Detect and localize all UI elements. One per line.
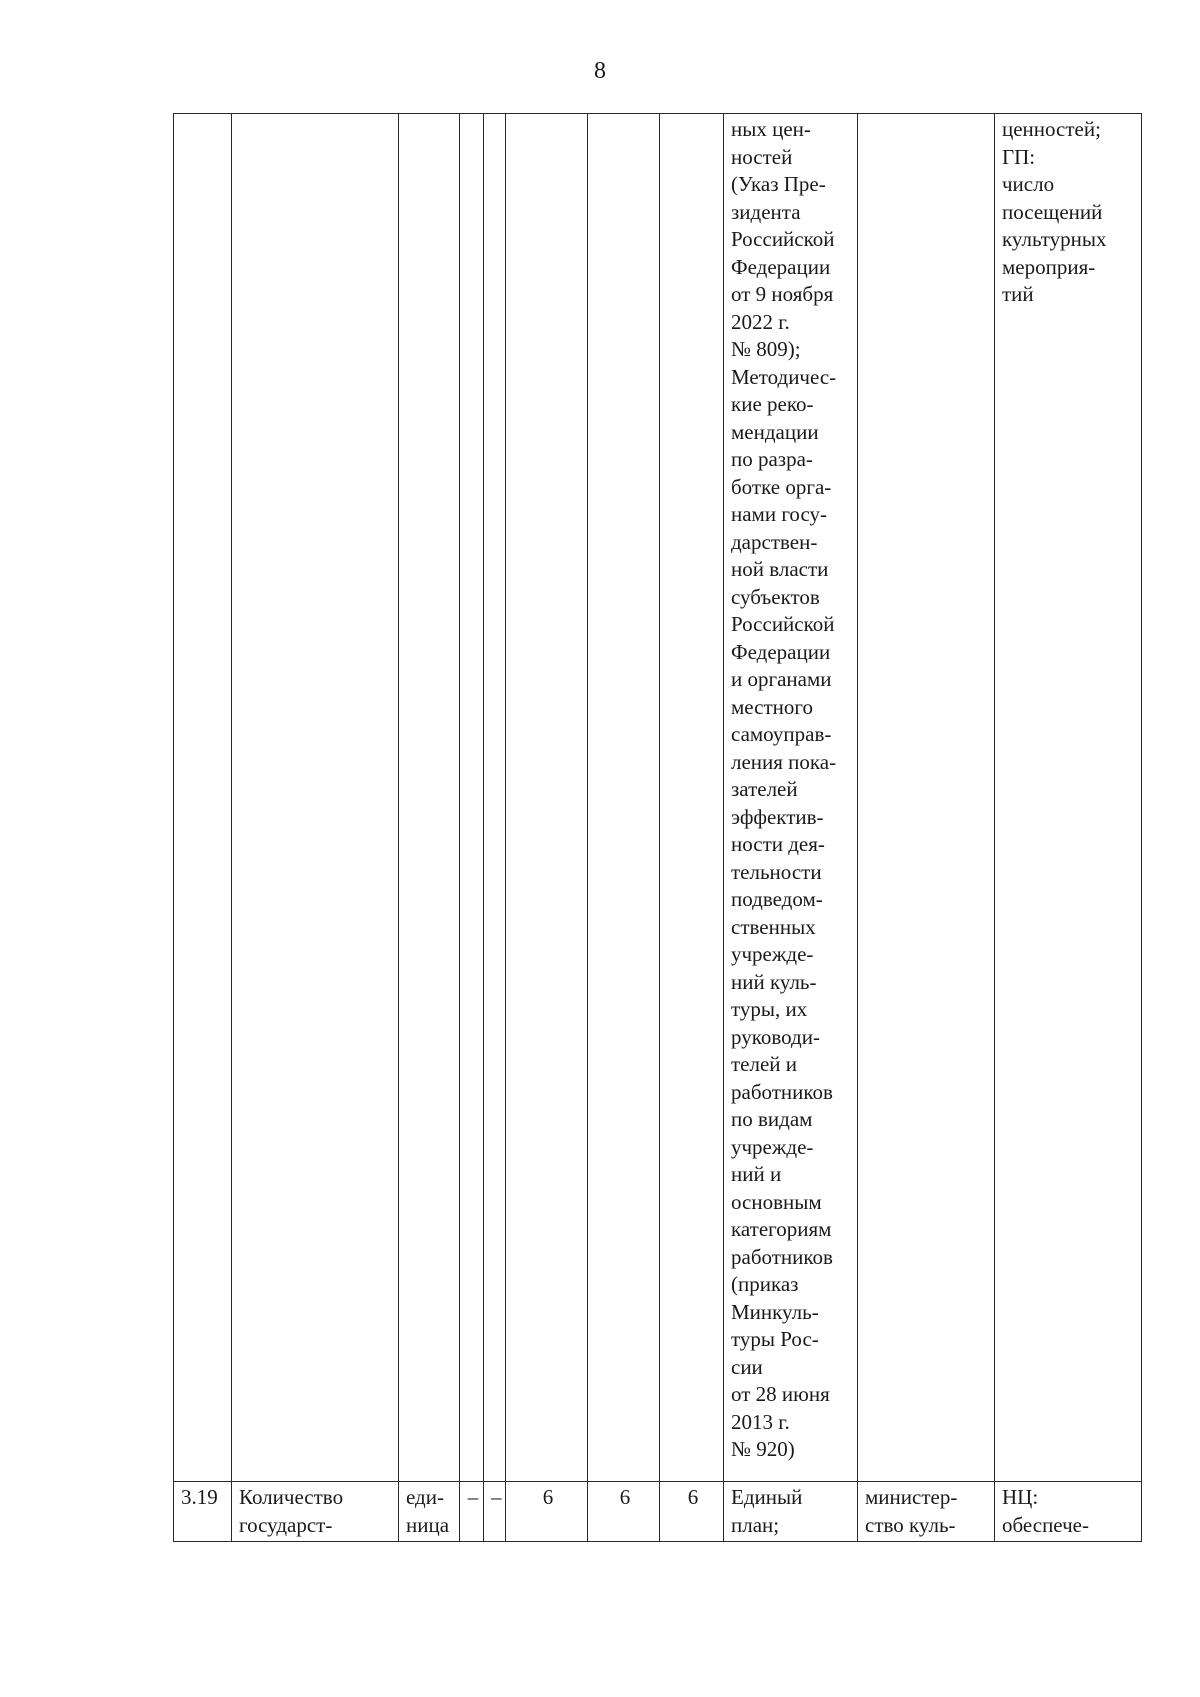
cell-unit [399,1482,460,1542]
basis-text-line: № 920) [731,1437,795,1461]
unit-text-line: ница [406,1512,450,1537]
basis-text-line: по разра- [731,447,813,471]
link-text-line: ГП: [1002,144,1036,169]
basis-text-line: (приказ [731,1272,799,1296]
basis-text-line: категориям [731,1217,832,1241]
cell-name-empty [232,114,399,1482]
cell-responsible-empty [858,114,995,1482]
basis-text-line: туры, их [731,997,808,1021]
basis-text-line: работников [731,1244,833,1269]
basis-text-line: Российской [731,227,835,251]
cell-basis-continued [724,114,858,1482]
basis-text-line: по видам [731,1107,813,1131]
basis-text-line: местного [731,694,813,719]
basis-text-line: (Указ Пре- [731,172,826,196]
cell-basis [724,1482,858,1542]
cell-unit-empty [399,114,460,1482]
indicators-table [173,113,1142,1542]
basis-text-line: ной власти [731,557,829,581]
link-text-line: НЦ: [1002,1485,1039,1509]
cell-row-number: 3.19 [174,1482,232,1542]
table-row-3-19 [174,1482,1142,1542]
table-row-continuation [174,114,1142,1482]
cell-value-1: 6 [506,1482,588,1542]
basis-text-line: ностей [731,144,793,169]
basis-text-line: туры Рос- [731,1327,819,1351]
link-text-line: мероприя- [1002,254,1096,279]
basis-text-line: от 28 июня [731,1382,830,1406]
link-text-line: посещений [1002,199,1103,224]
basis-text-line: ботке орга- [731,474,832,499]
basis-text-line: мендации [731,419,819,444]
basis-text-line: руководи- [731,1024,820,1049]
cell-responsible [858,1482,995,1542]
cell-indicator-name [232,1482,399,1542]
basis-text-line: дарствен- [731,529,818,554]
basis-text-line: эффектив- [731,804,824,829]
basis-text-line: Единый [731,1485,803,1509]
basis-text-line: план; [731,1512,780,1537]
cell-link-continued [995,114,1142,1482]
link-text-line: ценностей; [1002,117,1101,141]
basis-text-line: работников [731,1079,833,1104]
basis-text-line: субъектов [731,584,820,609]
link-text-line: тий [1002,282,1034,306]
cell-link [995,1482,1142,1542]
responsible-text-line: министер- [865,1485,958,1509]
basis-text-line: от 9 ноября [731,282,834,306]
indicator-name-line: государст- [239,1512,333,1537]
basis-text-line: учрежде- [731,1134,814,1159]
cell-dash2-empty [484,114,506,1482]
basis-text-line: ственных [731,914,816,939]
basis-text-line: основным [731,1189,822,1214]
basis-text-line: учрежде- [731,942,814,966]
basis-text-line: и органами [731,667,832,691]
responsible-text-line: ство куль- [865,1512,956,1537]
basis-text-line: зателей [731,777,798,801]
basis-text-line: ности дея- [731,832,825,856]
cell-dash-2: – [484,1482,506,1542]
cell-val1-empty [506,114,588,1482]
basis-text-line: 2022 г. [731,309,790,334]
cell-num-empty [174,114,232,1482]
unit-text-line: еди- [406,1485,444,1509]
basis-text-line: Российской [731,612,835,636]
link-text-line: число [1002,172,1055,196]
indicator-name-line: Количество [239,1485,344,1509]
basis-text-line: телей и [731,1052,798,1076]
link-text-line: культурных [1002,227,1107,251]
basis-text-line: ных цен- [731,117,811,141]
cell-val3-empty [660,114,724,1482]
basis-text-line: тельности [731,859,822,884]
basis-text-line: Федерации [731,639,831,664]
basis-text-line: кие реко- [731,392,814,416]
basis-text-line: ний и [731,1162,782,1186]
cell-dash1-empty [460,114,484,1482]
cell-dash-1: – [460,1482,484,1542]
cell-value-2: 6 [588,1482,660,1542]
basis-text-line: Методичес- [731,364,837,389]
basis-text-line: самоуправ- [731,722,832,746]
basis-text-line: Минкуль- [731,1299,819,1324]
page-number: 8 [594,58,606,84]
cell-value-3: 6 [660,1482,724,1542]
basis-text-line: ления пока- [731,749,837,774]
link-text-line: обеспече- [1002,1512,1089,1537]
basis-text-line: № 809); [731,337,801,361]
basis-text-line: сии [731,1354,763,1379]
basis-text-line: Федерации [731,254,831,279]
basis-text-line: нами госу- [731,502,827,526]
basis-text-line: ний куль- [731,969,817,994]
cell-val2-empty [588,114,660,1482]
basis-text-line: зидента [731,199,801,224]
basis-text-line: подведом- [731,887,823,911]
basis-text-line: 2013 г. [731,1409,790,1434]
